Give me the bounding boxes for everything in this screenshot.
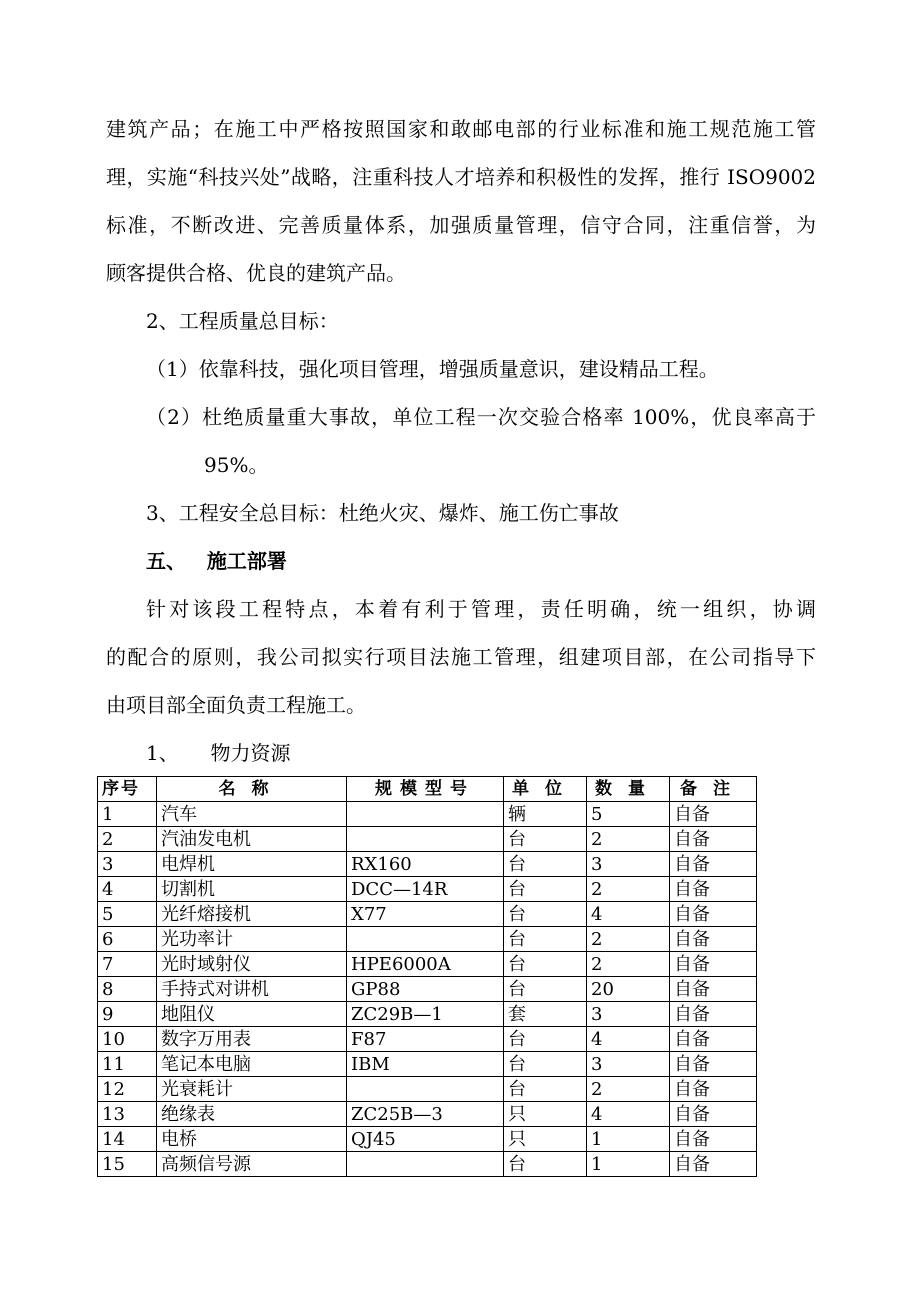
cell-remark: 自备 <box>670 852 757 877</box>
quality-goal-item-2: （2）杜绝质量重大事故，单位工程一次交验合格率 100%，优良率高于 <box>146 405 816 429</box>
cell-index: 12 <box>98 1077 157 1102</box>
table-row <box>98 1052 757 1077</box>
cell-index: 6 <box>98 927 157 952</box>
cell-model: ZC25B—3 <box>347 1102 504 1127</box>
cell-quantity: 5 <box>587 802 670 827</box>
table-header-row <box>98 777 757 802</box>
cell-remark: 自备 <box>670 1102 757 1127</box>
cell-name: 手持式对讲机 <box>157 977 347 1002</box>
cell-name: 电桥 <box>157 1127 347 1152</box>
cell-index: 1 <box>98 802 157 827</box>
cell-model <box>347 802 504 827</box>
cell-name: 汽车 <box>157 802 347 827</box>
table-row <box>98 827 757 852</box>
cell-remark: 自备 <box>670 827 757 852</box>
paragraph-line: 的配合的原则，我公司拟实行项目法施工管理，组建项目部，在公司指导下 <box>106 645 816 669</box>
cell-quantity: 3 <box>587 1002 670 1027</box>
col-header-unit: 单位 <box>504 777 587 802</box>
cell-unit: 台 <box>504 877 587 902</box>
cell-quantity: 3 <box>587 852 670 877</box>
cell-index: 5 <box>98 902 157 927</box>
cell-index: 15 <box>98 1152 157 1177</box>
table-row <box>98 1127 757 1152</box>
cell-remark: 自备 <box>670 977 757 1002</box>
col-header-model: 规模型号 <box>347 777 504 802</box>
cell-index: 10 <box>98 1027 157 1052</box>
safety-goal-heading: 3、工程安全总目标：杜绝火灾、爆炸、施工伤亡事故 <box>146 501 619 525</box>
cell-remark: 自备 <box>670 802 757 827</box>
cell-index: 14 <box>98 1127 157 1152</box>
cell-quantity: 2 <box>587 827 670 852</box>
col-header-quantity: 数量 <box>587 777 670 802</box>
cell-quantity: 20 <box>587 977 670 1002</box>
cell-model: ZC29B—1 <box>347 1002 504 1027</box>
cell-index: 9 <box>98 1002 157 1027</box>
cell-index: 2 <box>98 827 157 852</box>
cell-unit: 只 <box>504 1127 587 1152</box>
cell-name: 笔记本电脑 <box>157 1052 347 1077</box>
cell-model: RX160 <box>347 852 504 877</box>
cell-name: 光功率计 <box>157 927 347 952</box>
cell-unit: 台 <box>504 1052 587 1077</box>
cell-remark: 自备 <box>670 1052 757 1077</box>
cell-remark: 自备 <box>670 877 757 902</box>
subsection-heading: 1、 物力资源 <box>146 741 291 765</box>
cell-name: 高频信号源 <box>157 1152 347 1177</box>
paragraph-line: 由项目部全面负责工程施工。 <box>106 693 366 717</box>
quality-goal-heading: 2、工程质量总目标： <box>146 309 339 333</box>
cell-unit: 台 <box>504 927 587 952</box>
cell-remark: 自备 <box>670 1127 757 1152</box>
table-row <box>98 1077 757 1102</box>
cell-unit: 台 <box>504 1152 587 1177</box>
cell-unit: 台 <box>504 952 587 977</box>
cell-unit: 台 <box>504 827 587 852</box>
cell-remark: 自备 <box>670 1077 757 1102</box>
cell-model: F87 <box>347 1027 504 1052</box>
cell-quantity: 1 <box>587 1152 670 1177</box>
cell-quantity: 2 <box>587 877 670 902</box>
section-heading: 五、 施工部署 <box>146 549 287 573</box>
cell-remark: 自备 <box>670 902 757 927</box>
cell-quantity: 4 <box>587 1027 670 1052</box>
cell-name: 汽油发电机 <box>157 827 347 852</box>
cell-remark: 自备 <box>670 1002 757 1027</box>
table-row <box>98 877 757 902</box>
col-header-name: 名称 <box>157 777 347 802</box>
cell-index: 3 <box>98 852 157 877</box>
cell-remark: 自备 <box>670 927 757 952</box>
cell-model: HPE6000A <box>347 952 504 977</box>
paragraph-line: 顾客提供合格、优良的建筑产品。 <box>106 261 406 285</box>
cell-index: 7 <box>98 952 157 977</box>
table-row <box>98 927 757 952</box>
cell-unit: 辆 <box>504 802 587 827</box>
cell-name: 光纤熔接机 <box>157 902 347 927</box>
cell-name: 地阻仪 <box>157 1002 347 1027</box>
table-row <box>98 902 757 927</box>
cell-model: X77 <box>347 902 504 927</box>
paragraph-line: 理，实施“科技兴处”战略，注重科技人才培养和积极性的发挥，推行 ISO9002 <box>106 165 816 189</box>
resource-table <box>97 776 757 1177</box>
cell-model: IBM <box>347 1052 504 1077</box>
cell-index: 4 <box>98 877 157 902</box>
cell-model: DCC—14R <box>347 877 504 902</box>
table-row <box>98 1102 757 1127</box>
cell-unit: 只 <box>504 1102 587 1127</box>
table-row <box>98 1152 757 1177</box>
cell-quantity: 1 <box>587 1127 670 1152</box>
cell-quantity: 2 <box>587 1077 670 1102</box>
cell-index: 11 <box>98 1052 157 1077</box>
table-row <box>98 1002 757 1027</box>
cell-unit: 台 <box>504 977 587 1002</box>
cell-unit: 套 <box>504 1002 587 1027</box>
table-row <box>98 977 757 1002</box>
cell-index: 13 <box>98 1102 157 1127</box>
cell-index: 8 <box>98 977 157 1002</box>
col-header-index: 序号 <box>98 777 157 802</box>
cell-name: 切割机 <box>157 877 347 902</box>
table-row <box>98 1027 757 1052</box>
cell-model <box>347 1077 504 1102</box>
cell-model <box>347 1152 504 1177</box>
table-row <box>98 802 757 827</box>
table-row <box>98 952 757 977</box>
col-header-remark: 备注 <box>670 777 757 802</box>
cell-unit: 台 <box>504 902 587 927</box>
cell-model: GP88 <box>347 977 504 1002</box>
cell-quantity: 4 <box>587 1102 670 1127</box>
paragraph-line: 针对该段工程特点，本着有利于管理，责任明确，统一组织，协调 <box>146 597 816 621</box>
cell-quantity: 2 <box>587 927 670 952</box>
quality-goal-item-2-cont: 95%。 <box>204 453 269 477</box>
cell-quantity: 3 <box>587 1052 670 1077</box>
quality-goal-item-1: （1）依靠科技，强化项目管理，增强质量意识，建设精品工程。 <box>146 357 719 381</box>
cell-unit: 台 <box>504 1027 587 1052</box>
cell-model <box>347 827 504 852</box>
paragraph-line: 建筑产品；在施工中严格按照国家和敢邮电部的行业标准和施工规范施工管 <box>106 117 816 141</box>
cell-name: 光衰耗计 <box>157 1077 347 1102</box>
cell-quantity: 2 <box>587 952 670 977</box>
cell-quantity: 4 <box>587 902 670 927</box>
cell-name: 电焊机 <box>157 852 347 877</box>
paragraph-line: 标准，不断改进、完善质量体系，加强质量管理，信守合同，注重信誉，为 <box>106 213 816 237</box>
table-row <box>98 852 757 877</box>
cell-remark: 自备 <box>670 1027 757 1052</box>
cell-unit: 台 <box>504 1077 587 1102</box>
cell-remark: 自备 <box>670 952 757 977</box>
cell-model <box>347 927 504 952</box>
cell-unit: 台 <box>504 852 587 877</box>
cell-name: 绝缘表 <box>157 1102 347 1127</box>
cell-remark: 自备 <box>670 1152 757 1177</box>
cell-model: QJ45 <box>347 1127 504 1152</box>
cell-name: 光时域射仪 <box>157 952 347 977</box>
cell-name: 数字万用表 <box>157 1027 347 1052</box>
